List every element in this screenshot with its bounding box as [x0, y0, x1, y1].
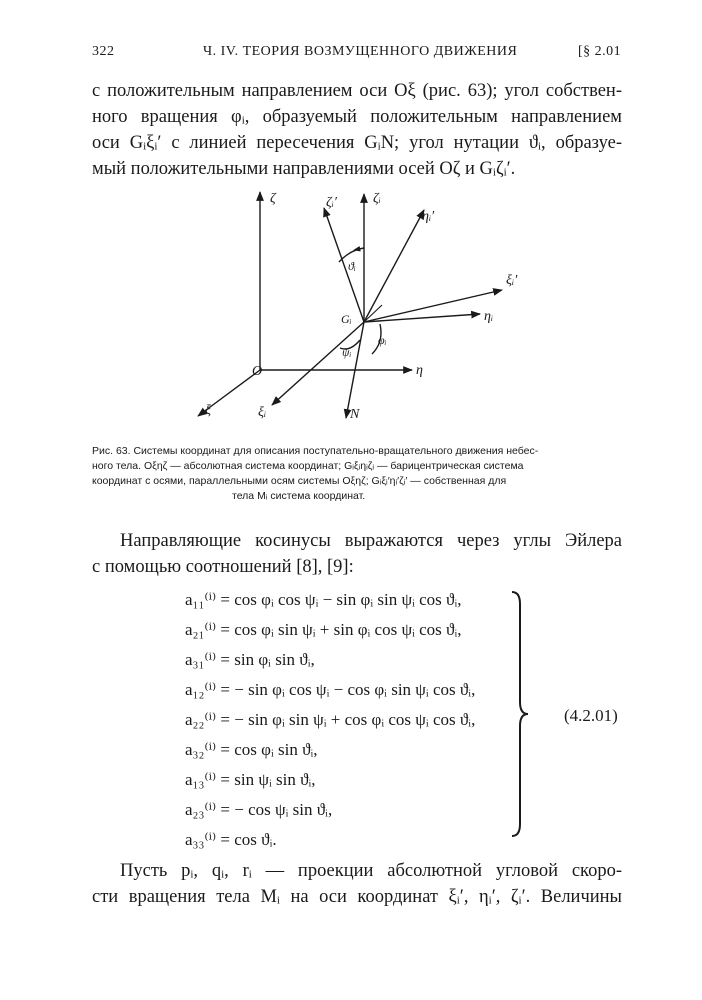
- label-phi-i: φᵢ: [378, 333, 387, 347]
- equation-line: a₂₃⁽ⁱ⁾ = − cos ψᵢ sin ϑᵢ,: [185, 800, 333, 819]
- axis-eta-i-prime: [364, 210, 424, 322]
- label-xi-i-prime: ξᵢ′: [506, 273, 518, 288]
- equation-line: a₂₁⁽ⁱ⁾ = cos φᵢ sin ψᵢ + sin φᵢ cos ψᵢ cos ϑᵢ,: [185, 620, 462, 639]
- equation-line: a₃₃⁽ⁱ⁾ = cos ϑᵢ.: [185, 830, 277, 849]
- label-psi-i: ψᵢ: [342, 345, 352, 359]
- text-line: ного вращения φᵢ, образуемый положительным направлением: [92, 107, 622, 127]
- running-title: Ч. IV. ТЕОРИЯ ВОЗМУЩЕННОГО ДВИЖЕНИЯ: [203, 44, 518, 59]
- label-xi-i: ξᵢ: [258, 405, 267, 420]
- equation-line: a₃₂⁽ⁱ⁾ = cos φᵢ sin ϑᵢ,: [185, 740, 318, 759]
- equation-number: (4.2.01): [564, 706, 618, 725]
- label-n: N: [350, 407, 360, 422]
- text-line: с помощью соотношений [8], [9]:: [92, 557, 354, 577]
- label-origin: O: [252, 364, 263, 379]
- page-number: 322: [92, 44, 115, 59]
- equation-line: a₂₂⁽ⁱ⁾ = − sin φᵢ sin ψᵢ + cos φᵢ cos ψᵢ cos ϑᵢ,: [185, 710, 476, 729]
- section-ref: [§ 2.01: [578, 44, 622, 59]
- text-line: с положительным направлением оси Oξ (рис. 63); угол собствен-: [92, 81, 622, 101]
- paragraph-3: [92, 858, 622, 910]
- label-zeta-i-prime: ζᵢ′: [326, 195, 337, 210]
- paragraph-1: [92, 78, 622, 182]
- label-theta-i: ϑᵢ: [348, 259, 356, 273]
- caption-line: тела Mᵢ система координат.: [232, 490, 366, 502]
- text-line: Пусть pᵢ, qᵢ, rᵢ — проекции абсолютной угловой скоро-: [120, 861, 622, 881]
- figure-caption: [92, 444, 622, 504]
- caption-line: Рис. 63. Системы координат для описания поступательно-вращательного движения небес-: [92, 445, 539, 457]
- text-line: Направляющие косинусы выражаются через углы Эйлера: [120, 531, 622, 551]
- paragraph-2: [92, 528, 622, 580]
- figure-63-diagram: [150, 180, 550, 430]
- label-eta-i: ηᵢ: [484, 309, 494, 324]
- equation-line: a₁₂⁽ⁱ⁾ = − sin φᵢ cos ψᵢ − cos φᵢ sin ψᵢ cos ϑᵢ,: [185, 680, 476, 699]
- caption-line: координат с осями, параллельными осям системы Oξηζ; Gᵢξᵢ′ηᵢ′ζᵢ′ — собственная для: [92, 475, 507, 487]
- label-zeta: ζ: [270, 191, 276, 206]
- label-eta-i-prime: ηᵢ′: [422, 209, 435, 224]
- text-line: оси Gᵢξᵢ′ с линией пересечения GᵢN; угол нутации ϑᵢ, образуе-: [92, 133, 622, 153]
- axis-zeta-i-prime: [324, 208, 364, 322]
- label-xi: ξ: [205, 403, 211, 418]
- equation-line: a₃₁⁽ⁱ⁾ = sin φᵢ sin ϑᵢ,: [185, 650, 315, 669]
- text-line: мый положительными направлениями осей Oζ и Gᵢζᵢ′.: [92, 159, 516, 179]
- label-g-i: Gᵢ: [341, 312, 352, 326]
- equation-block: [185, 590, 475, 860]
- equation-line: a₁₁⁽ⁱ⁾ = cos φᵢ cos ψᵢ − sin φᵢ sin ψᵢ cos ϑᵢ,: [185, 590, 462, 609]
- right-brace: [508, 590, 532, 840]
- label-zeta-i: ζᵢ: [373, 191, 381, 206]
- label-eta: η: [416, 363, 423, 378]
- caption-line: ного тела. Oξηζ — абсолютная система координат; Gᵢξᵢηᵢζᵢ — барицентрическая система: [92, 460, 524, 472]
- equation-line: a₁₃⁽ⁱ⁾ = sin ψᵢ sin ϑᵢ,: [185, 770, 316, 789]
- text-line: сти вращения тела Mᵢ на оси координат ξᵢ′, ηᵢ′, ζᵢ′. Величины: [92, 887, 622, 907]
